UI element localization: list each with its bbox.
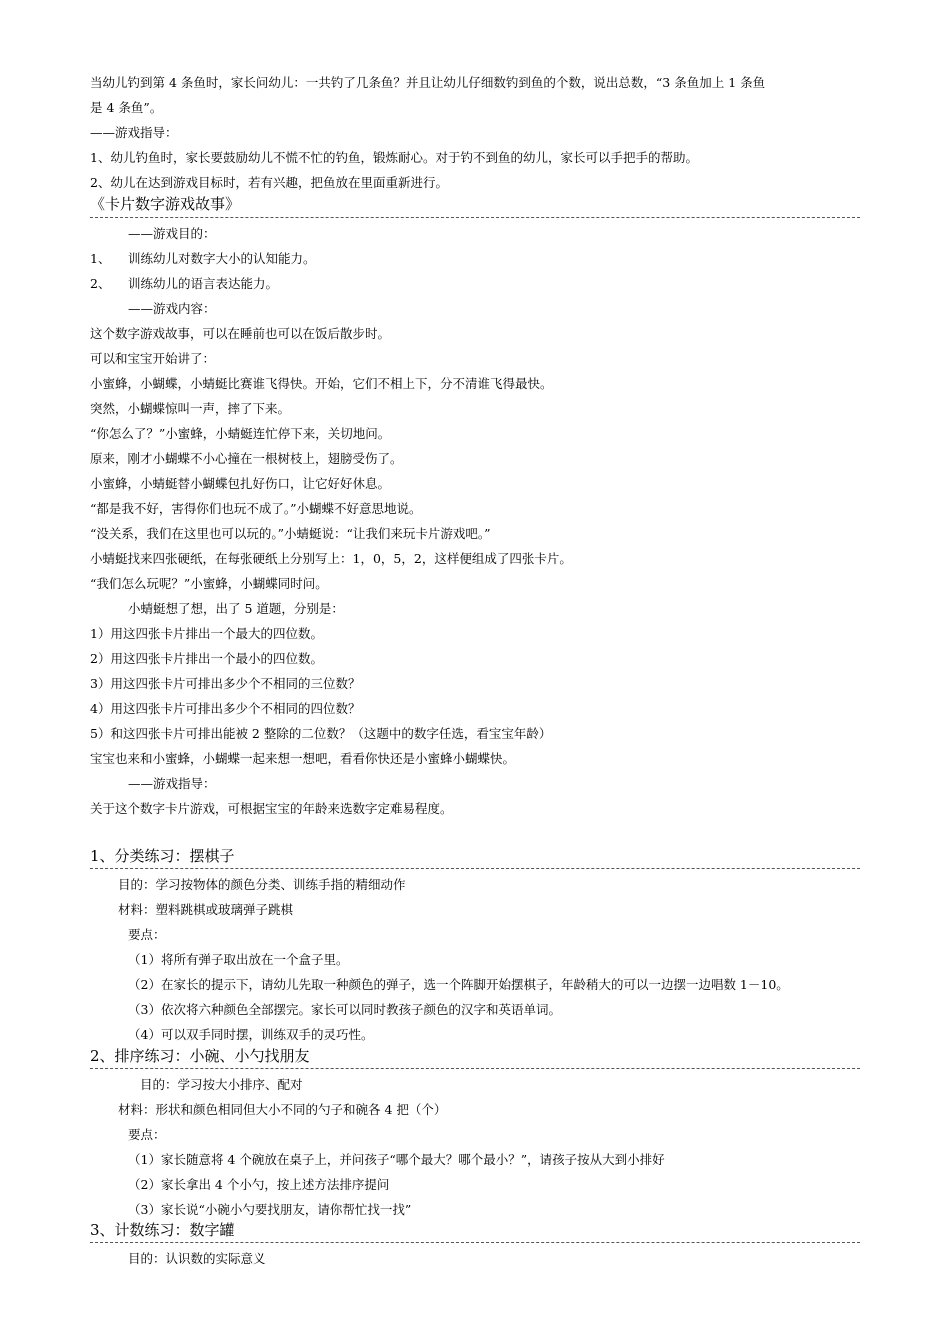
story-content-label: ——游戏内容： <box>128 301 216 316</box>
section-divider <box>90 1242 860 1243</box>
story-line: 这个数字游戏故事，可以在睡前也可以在饭后散步时。 <box>90 326 391 341</box>
story-question: 3）用这四张卡片可排出多少个不相同的三位数？ <box>90 676 361 691</box>
story-line: 可以和宝宝开始讲了： <box>90 351 216 366</box>
story-line: 小蜻蜓找来四张硬纸，在每张硬纸上分别写上：1，0，5，2，这样便组成了四张卡片。 <box>90 551 572 566</box>
section-line: （2）在家长的提示下，请幼儿先取一种颜色的弹子，选一个阵脚开始摆棋子，年龄稍大的可以一边摆一边唱数 1－10。 <box>128 977 789 992</box>
section-line: 目的：学习按大小排序、配对 <box>140 1077 303 1092</box>
story-line: 宝宝也来和小蜜蜂，小蝴蝶一起来想一想吧，看看你快还是小蜜蜂小蝴蝶快。 <box>90 751 516 766</box>
intro-guide-label: ——游戏指导： <box>90 125 178 140</box>
story-question: 2）用这四张卡片排出一个最小的四位数。 <box>90 651 323 666</box>
story-purpose-2: 训练幼儿的语言表达能力。 <box>128 276 279 291</box>
story-line: 突然，小蝴蝶惊叫一声，摔了下来。 <box>90 401 291 416</box>
intro-guide-1: 1、幼儿钓鱼时，家长要鼓励幼儿不慌不忙的钓鱼，锻炼耐心。对于钓不到鱼的幼儿，家长可以手把手的帮助。 <box>90 150 698 165</box>
intro-line-1: 当幼儿钓到第 4 条鱼时，家长问幼儿：一共钓了几条鱼？并且让幼儿仔细数钓到鱼的个数，说出总数，“3 条鱼加上 1 条鱼 <box>90 75 766 90</box>
story-question: 4）用这四张卡片可排出多少个不相同的四位数？ <box>90 701 361 716</box>
section-line: （4）可以双手同时摆，训练双手的灵巧性。 <box>128 1027 374 1042</box>
section-line: （1）家长随意将 4 个碗放在桌子上，并问孩子“哪个最大？哪个最小？”，请孩子按从大到小排好 <box>128 1152 665 1167</box>
story-title: 《卡片数字游戏故事》 <box>90 195 241 213</box>
story-line: “没关系，我们在这里也可以玩的。”小蜻蜓说：“让我们来玩卡片游戏吧。” <box>90 526 491 541</box>
story-purpose-1-num: 1、 <box>90 251 111 266</box>
story-line: “都是我不好，害得你们也玩不成了。”小蝴蝶不好意思地说。 <box>90 501 422 516</box>
story-line: 小蜻蜓想了想，出了 5 道题，分别是： <box>128 601 344 616</box>
story-purpose-2-num: 2、 <box>90 276 111 291</box>
story-question: 5）和这四张卡片可排出能被 2 整除的二位数？（这题中的数字任选，看宝宝年龄） <box>90 726 552 741</box>
story-line: 关于这个数字卡片游戏，可根据宝宝的年龄来选数字定难易程度。 <box>90 801 453 816</box>
story-line: “你怎么了？”小蜜蜂，小蜻蜓连忙停下来，关切地问。 <box>90 426 391 441</box>
section-line: （2）家长拿出 4 个小勺，按上述方法排序提问 <box>128 1177 390 1192</box>
section-title: 1、分类练习：摆棋子 <box>90 847 235 865</box>
story-line: “我们怎么玩呢？”小蜜蜂，小蝴蝶同时问。 <box>90 576 328 591</box>
section-line: 要点： <box>128 1127 166 1142</box>
section-line: 目的：认识数的实际意义 <box>128 1251 266 1266</box>
section-title: 2、排序练习：小碗、小勺找朋友 <box>90 1047 310 1065</box>
story-guide-label: ——游戏指导： <box>128 776 216 791</box>
story-line: 小蜜蜂，小蝴蝶，小蜻蜓比赛谁飞得快。开始，它们不相上下，分不清谁飞得最快。 <box>90 376 553 391</box>
section-line: 要点： <box>128 927 166 942</box>
section-line: 材料：形状和颜色相同但大小不同的勺子和碗各 4 把（个） <box>118 1102 447 1117</box>
section-line: （1）将所有弹子取出放在一个盒子里。 <box>128 952 349 967</box>
story-divider <box>90 217 860 218</box>
section-line: （3）依次将六种颜色全部摆完。家长可以同时教孩子颜色的汉字和英语单词。 <box>128 1002 561 1017</box>
section-line: （3）家长说“小碗小勺要找朋友，请你帮忙找一找” <box>128 1202 412 1217</box>
story-purpose-label: ——游戏目的： <box>128 226 216 241</box>
intro-guide-2: 2、幼儿在达到游戏目标时，若有兴趣，把鱼放在里面重新进行。 <box>90 175 448 190</box>
story-line: 原来，刚才小蝴蝶不小心撞在一根树枝上，翅膀受伤了。 <box>90 451 403 466</box>
story-line: 小蜜蜂，小蜻蜓替小蝴蝶包扎好伤口，让它好好休息。 <box>90 476 391 491</box>
section-line: 材料：塑料跳棋或玻璃弹子跳棋 <box>118 902 294 917</box>
intro-line-2: 是 4 条鱼”。 <box>90 100 163 115</box>
section-title: 3、计数练习：数字罐 <box>90 1221 235 1239</box>
section-line: 目的：学习按物体的颜色分类、训练手指的精细动作 <box>118 877 406 892</box>
section-divider <box>90 1068 860 1069</box>
story-question: 1）用这四张卡片排出一个最大的四位数。 <box>90 626 323 641</box>
story-purpose-1: 训练幼儿对数字大小的认知能力。 <box>128 251 316 266</box>
section-divider <box>90 868 860 869</box>
